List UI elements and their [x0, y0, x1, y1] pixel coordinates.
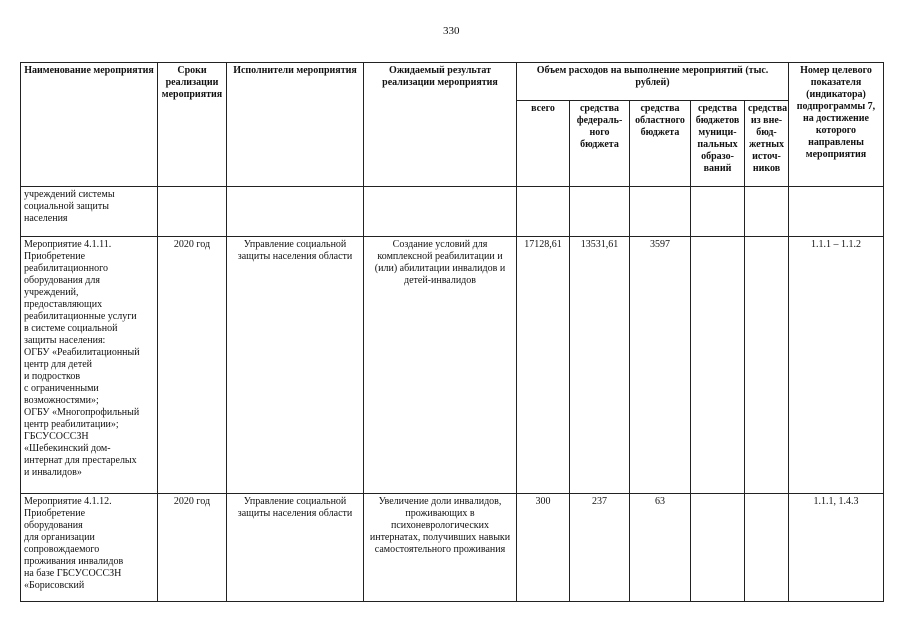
cell-federal: [570, 187, 630, 237]
table-row: [21, 237, 884, 494]
cell-municipal: [691, 237, 745, 494]
cell-extrabudget: [745, 494, 789, 602]
table-row: [21, 187, 884, 237]
cell-total: 17128,61: [517, 237, 570, 494]
header-executors: Исполнители мероприятия: [227, 63, 364, 187]
header-terms: Сроки реализации мероприятия: [158, 63, 227, 187]
cell-indicator: 1.1.1, 1.4.3: [789, 494, 884, 602]
header-name: Наименование мероприятия: [21, 63, 158, 187]
cell-federal: 13531,61: [570, 237, 630, 494]
header-indicator: Номер целевого показателя (индикатора) подпрограммы 7, на достижение которого направлены мероприятия: [789, 63, 884, 187]
cell-name: Мероприятие 4.1.12. Приобретение оборудования для организации сопровождаемого проживания инвалидов на базе ГБСУСОССЗН «Борисовский: [21, 494, 158, 602]
cell-extrabudget: [745, 187, 789, 237]
cell-regional: 3597: [630, 237, 691, 494]
cell-name: Мероприятие 4.1.11. Приобретение реабилитационного оборудования для учреждений, предоставляющих реабилитационные услуги в системе социальной защиты населения: ОГБУ «Реабилитационный центр для детей и подростков с ограниченными возможностями»; ОГБУ «Многопрофильный центр реабилитации»; ГБСУСОССЗН «Шебекинский дом- интернат для престарелых и инвалидов»: [21, 237, 158, 494]
cell-municipal: [691, 187, 745, 237]
header-total: всего: [517, 101, 570, 187]
cell-executors: Управление социальной защиты населения области: [227, 494, 364, 602]
cell-total: 300: [517, 494, 570, 602]
cell-regional: 63: [630, 494, 691, 602]
cell-total: [517, 187, 570, 237]
activities-table: [20, 62, 884, 602]
cell-regional: [630, 187, 691, 237]
cell-executors: Управление социальной защиты населения области: [227, 237, 364, 494]
cell-indicator: 1.1.1 – 1.1.2: [789, 237, 884, 494]
cell-terms: [158, 187, 227, 237]
header-volume: Объем расходов на выполнение мероприятий (тыс. рублей): [517, 63, 789, 101]
header-municipal: средства бюджетов муници-пальных образо-ваний: [691, 101, 745, 187]
page-number: 330: [443, 25, 460, 37]
header-extrabudget: средства из вне-бюд-жетных источ-ников: [745, 101, 789, 187]
table-row: [21, 494, 884, 602]
cell-result: [364, 187, 517, 237]
cell-executors: [227, 187, 364, 237]
header-federal: средства федераль-ного бюджета: [570, 101, 630, 187]
cell-terms: 2020 год: [158, 494, 227, 602]
header-row-1: [21, 63, 884, 101]
cell-terms: 2020 год: [158, 237, 227, 494]
header-result: Ожидаемый результат реализации мероприятия: [364, 63, 517, 187]
cell-municipal: [691, 494, 745, 602]
cell-extrabudget: [745, 237, 789, 494]
cell-result: Увеличение доли инвалидов, проживающих в психоневрологических интернатах, получивших навыки самостоятельного проживания: [364, 494, 517, 602]
cell-result: Создание условий для комплексной реабилитации и (или) абилитации инвалидов и детей-инвалидов: [364, 237, 517, 494]
cell-indicator: [789, 187, 884, 237]
cell-name: учреждений системы социальной защиты населения: [21, 187, 158, 237]
header-regional: средства областного бюджета: [630, 101, 691, 187]
cell-federal: 237: [570, 494, 630, 602]
